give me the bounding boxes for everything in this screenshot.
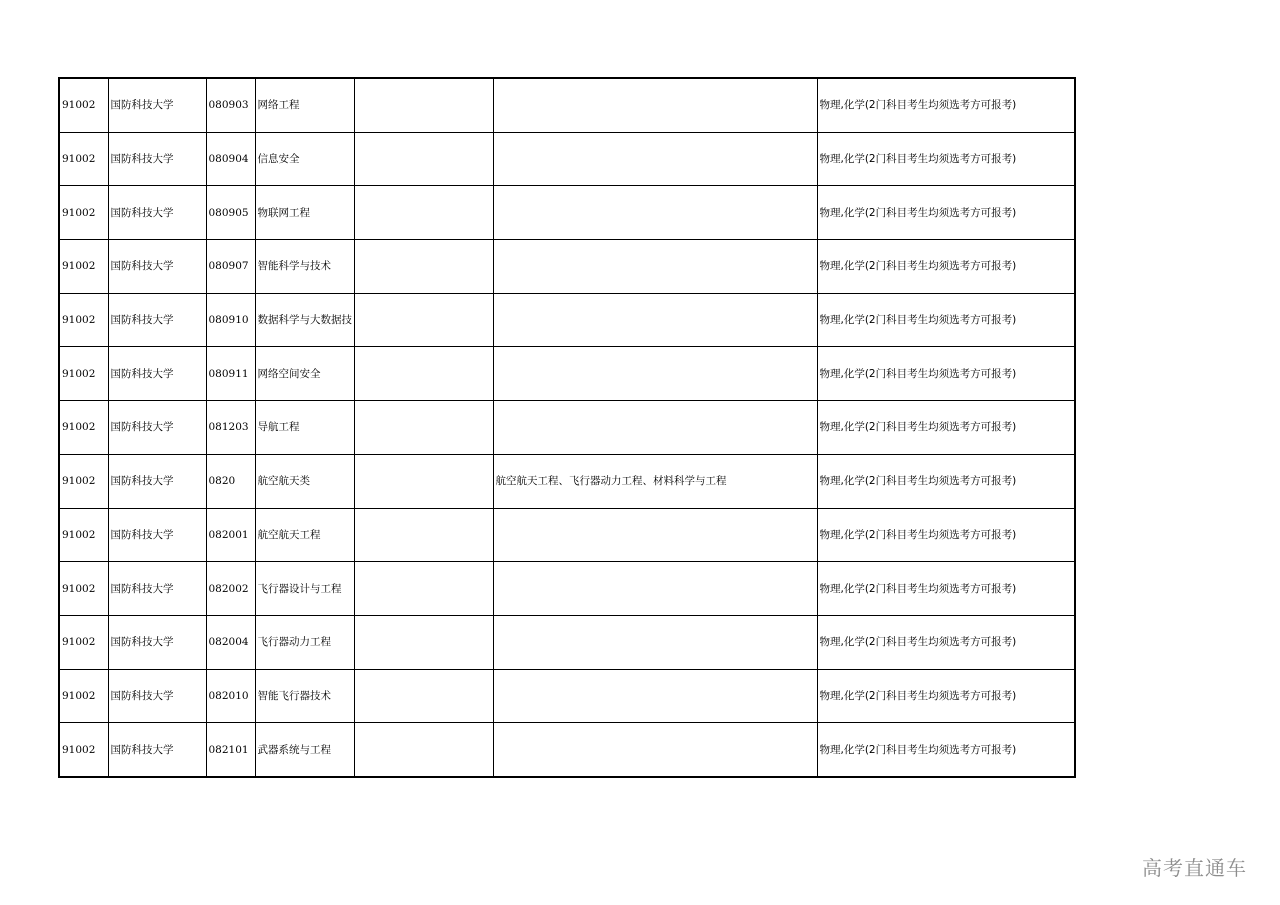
subject-requirement-cell: 物理,化学(2门科目考生均须选考方可报考) xyxy=(817,293,1075,347)
blank-cell xyxy=(354,562,493,616)
school-name-cell: 国防科技大学 xyxy=(108,78,206,132)
included-majors-cell xyxy=(493,240,817,294)
school-name-cell: 国防科技大学 xyxy=(108,508,206,562)
major-code-cell: 081203 xyxy=(206,401,255,455)
included-majors-cell xyxy=(493,508,817,562)
school-code-cell: 91002 xyxy=(59,723,108,777)
subject-requirement-cell: 物理,化学(2门科目考生均须选考方可报考) xyxy=(817,132,1075,186)
major-name-cell: 数据科学与大数据技 xyxy=(255,293,354,347)
major-code-cell: 080904 xyxy=(206,132,255,186)
watermark: 高考直通车 xyxy=(1142,856,1247,880)
admissions-table xyxy=(58,77,1076,778)
school-code-cell: 91002 xyxy=(59,293,108,347)
major-code-cell: 080905 xyxy=(206,186,255,240)
school-code-cell: 91002 xyxy=(59,508,108,562)
table-row xyxy=(59,508,1075,562)
major-code-cell: 080910 xyxy=(206,293,255,347)
included-majors-cell xyxy=(493,347,817,401)
blank-cell xyxy=(354,132,493,186)
table-row xyxy=(59,132,1075,186)
included-majors-cell xyxy=(493,562,817,616)
major-code-cell: 082010 xyxy=(206,669,255,723)
major-name-cell: 武器系统与工程 xyxy=(255,723,354,777)
included-majors-cell: 航空航天工程、飞行器动力工程、材料科学与工程 xyxy=(493,454,817,508)
included-majors-cell xyxy=(493,615,817,669)
school-name-cell: 国防科技大学 xyxy=(108,562,206,616)
blank-cell xyxy=(354,508,493,562)
major-name-cell: 飞行器动力工程 xyxy=(255,615,354,669)
school-name-cell: 国防科技大学 xyxy=(108,293,206,347)
school-name-cell: 国防科技大学 xyxy=(108,240,206,294)
table-row xyxy=(59,401,1075,455)
major-name-cell: 智能科学与技术 xyxy=(255,240,354,294)
table-row xyxy=(59,615,1075,669)
major-name-cell: 智能飞行器技术 xyxy=(255,669,354,723)
blank-cell xyxy=(354,669,493,723)
school-code-cell: 91002 xyxy=(59,240,108,294)
table-row xyxy=(59,723,1075,777)
major-name-cell: 物联网工程 xyxy=(255,186,354,240)
major-name-cell: 网络空间安全 xyxy=(255,347,354,401)
major-code-cell: 082002 xyxy=(206,562,255,616)
school-name-cell: 国防科技大学 xyxy=(108,615,206,669)
school-code-cell: 91002 xyxy=(59,186,108,240)
included-majors-cell xyxy=(493,132,817,186)
table-row xyxy=(59,78,1075,132)
subject-requirement-cell: 物理,化学(2门科目考生均须选考方可报考) xyxy=(817,562,1075,616)
school-name-cell: 国防科技大学 xyxy=(108,186,206,240)
blank-cell xyxy=(354,293,493,347)
blank-cell xyxy=(354,347,493,401)
major-code-cell: 080907 xyxy=(206,240,255,294)
major-code-cell: 082001 xyxy=(206,508,255,562)
subject-requirement-cell: 物理,化学(2门科目考生均须选考方可报考) xyxy=(817,723,1075,777)
subject-requirement-cell: 物理,化学(2门科目考生均须选考方可报考) xyxy=(817,78,1075,132)
blank-cell xyxy=(354,454,493,508)
included-majors-cell xyxy=(493,401,817,455)
major-name-cell: 导航工程 xyxy=(255,401,354,455)
included-majors-cell xyxy=(493,293,817,347)
subject-requirement-cell: 物理,化学(2门科目考生均须选考方可报考) xyxy=(817,669,1075,723)
blank-cell xyxy=(354,240,493,294)
table-row xyxy=(59,454,1075,508)
major-code-cell: 082101 xyxy=(206,723,255,777)
blank-cell xyxy=(354,401,493,455)
major-name-cell: 飞行器设计与工程 xyxy=(255,562,354,616)
table-row xyxy=(59,669,1075,723)
school-name-cell: 国防科技大学 xyxy=(108,132,206,186)
subject-requirement-cell: 物理,化学(2门科目考生均须选考方可报考) xyxy=(817,508,1075,562)
school-name-cell: 国防科技大学 xyxy=(108,454,206,508)
major-code-cell: 0820 xyxy=(206,454,255,508)
table-row xyxy=(59,347,1075,401)
subject-requirement-cell: 物理,化学(2门科目考生均须选考方可报考) xyxy=(817,401,1075,455)
table-body xyxy=(59,78,1075,777)
school-name-cell: 国防科技大学 xyxy=(108,669,206,723)
subject-requirement-cell: 物理,化学(2门科目考生均须选考方可报考) xyxy=(817,615,1075,669)
blank-cell xyxy=(354,78,493,132)
major-name-cell: 航空航天工程 xyxy=(255,508,354,562)
school-code-cell: 91002 xyxy=(59,401,108,455)
school-code-cell: 91002 xyxy=(59,347,108,401)
school-code-cell: 91002 xyxy=(59,132,108,186)
school-name-cell: 国防科技大学 xyxy=(108,723,206,777)
school-name-cell: 国防科技大学 xyxy=(108,347,206,401)
included-majors-cell xyxy=(493,723,817,777)
school-code-cell: 91002 xyxy=(59,615,108,669)
school-code-cell: 91002 xyxy=(59,669,108,723)
table-row xyxy=(59,562,1075,616)
blank-cell xyxy=(354,723,493,777)
subject-requirement-cell: 物理,化学(2门科目考生均须选考方可报考) xyxy=(817,454,1075,508)
blank-cell xyxy=(354,186,493,240)
subject-requirement-cell: 物理,化学(2门科目考生均须选考方可报考) xyxy=(817,240,1075,294)
table-row xyxy=(59,240,1075,294)
included-majors-cell xyxy=(493,186,817,240)
school-code-cell: 91002 xyxy=(59,562,108,616)
table-row xyxy=(59,186,1075,240)
major-code-cell: 080911 xyxy=(206,347,255,401)
major-name-cell: 信息安全 xyxy=(255,132,354,186)
included-majors-cell xyxy=(493,78,817,132)
school-code-cell: 91002 xyxy=(59,454,108,508)
school-name-cell: 国防科技大学 xyxy=(108,401,206,455)
major-code-cell: 082004 xyxy=(206,615,255,669)
included-majors-cell xyxy=(493,669,817,723)
subject-requirement-cell: 物理,化学(2门科目考生均须选考方可报考) xyxy=(817,186,1075,240)
school-code-cell: 91002 xyxy=(59,78,108,132)
major-name-cell: 航空航天类 xyxy=(255,454,354,508)
subject-requirement-cell: 物理,化学(2门科目考生均须选考方可报考) xyxy=(817,347,1075,401)
blank-cell xyxy=(354,615,493,669)
major-code-cell: 080903 xyxy=(206,78,255,132)
table-row xyxy=(59,293,1075,347)
major-name-cell: 网络工程 xyxy=(255,78,354,132)
